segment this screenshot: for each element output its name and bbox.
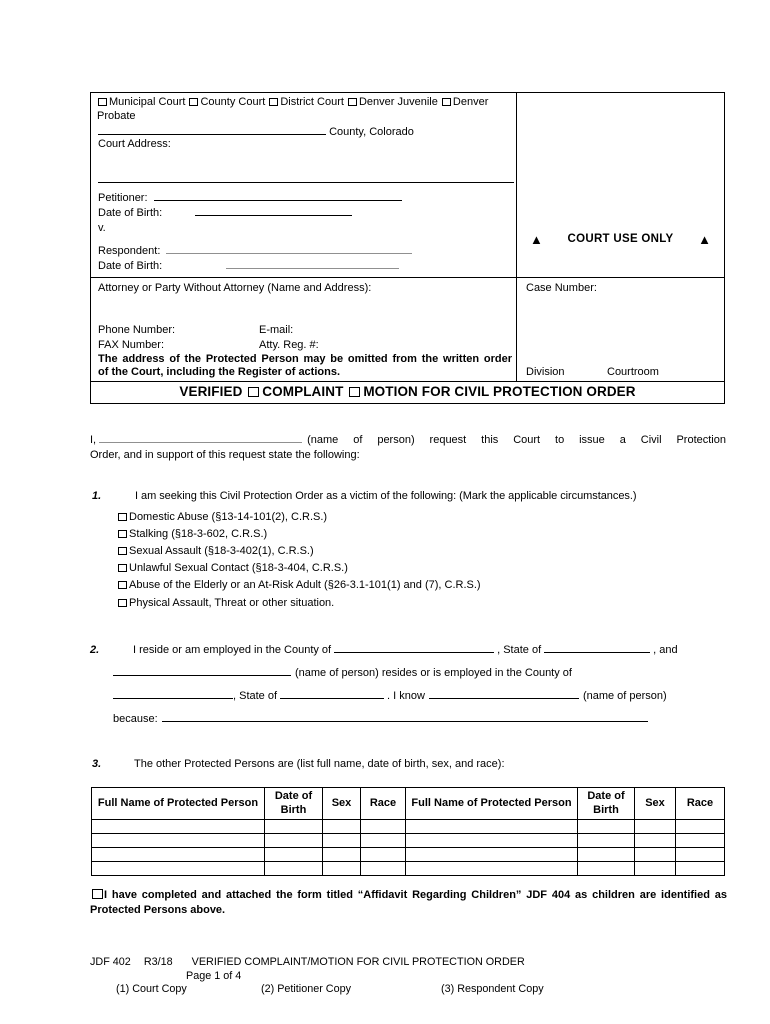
county-line-1[interactable] bbox=[334, 641, 494, 653]
atty-reg-label: Atty. Reg. #: bbox=[259, 339, 319, 351]
table-cell[interactable] bbox=[361, 834, 406, 848]
col-header-full-name-1: Full Name of Protected Person bbox=[92, 788, 265, 820]
table-cell[interactable] bbox=[578, 848, 635, 862]
table-cell[interactable] bbox=[406, 862, 578, 876]
versus-label: v. bbox=[98, 222, 106, 234]
footer-page-number: Page 1 of 4 bbox=[186, 969, 242, 982]
table-cell[interactable] bbox=[635, 820, 676, 834]
table-cell[interactable] bbox=[635, 848, 676, 862]
county-input-line[interactable] bbox=[98, 123, 326, 135]
footer-form-title: VERIFIED COMPLAINT/MOTION FOR CIVIL PROTECTION ORDER bbox=[191, 956, 525, 968]
intro-line1 bbox=[90, 431, 726, 448]
physical-assault-checkbox[interactable] bbox=[118, 599, 127, 607]
table-cell[interactable] bbox=[635, 834, 676, 848]
footer-court-copy: (1) Court Copy bbox=[116, 983, 187, 995]
district-court-checkbox[interactable] bbox=[269, 98, 278, 106]
footer-petitioner-copy: (2) Petitioner Copy bbox=[261, 983, 352, 995]
affidavit-text: I have completed and attached the form titled “Affidavit Regarding Children” JDF 404 as children are identified as Protected Persons above. bbox=[90, 889, 727, 916]
section-3-heading: The other Protected Persons are (list full name, date of birth, sex, and race): bbox=[134, 758, 505, 770]
section-2-text-1b: , State of bbox=[497, 644, 542, 656]
table-cell[interactable] bbox=[265, 862, 323, 876]
known-person-line[interactable] bbox=[429, 687, 579, 699]
table-cell[interactable] bbox=[676, 848, 725, 862]
courtroom-label: Courtroom bbox=[607, 366, 659, 378]
court-type-row bbox=[97, 96, 513, 123]
form-title-verified: VERIFIED bbox=[179, 384, 243, 399]
phone-label: Phone Number: bbox=[98, 324, 176, 336]
domestic-abuse-label: Domestic Abuse (§13-14-101(2), C.R.S.) bbox=[129, 510, 328, 523]
motion-checkbox[interactable] bbox=[349, 387, 360, 397]
table-cell[interactable] bbox=[92, 834, 265, 848]
state-line-2[interactable] bbox=[280, 687, 384, 699]
table-cell[interactable] bbox=[676, 820, 725, 834]
denver-probate-label: Denver Probate bbox=[97, 96, 489, 122]
page-footer bbox=[90, 956, 730, 997]
municipal-court-checkbox[interactable] bbox=[98, 98, 107, 106]
petitioner-dob-line[interactable] bbox=[195, 204, 352, 216]
table-cell[interactable] bbox=[265, 848, 323, 862]
section-2-text-1a: I reside or am employed in the County of bbox=[133, 644, 332, 656]
list-item bbox=[117, 543, 726, 560]
table-cell[interactable] bbox=[92, 820, 265, 834]
court-address-row bbox=[98, 138, 510, 152]
requestor-name-line[interactable] bbox=[99, 431, 302, 443]
denver-probate-checkbox[interactable] bbox=[442, 98, 451, 106]
court-use-row bbox=[517, 233, 724, 247]
abuse-of-elderly-label: Abuse of the Elderly or an At-Risk Adult (§26-3.1-101(1) and (7), C.R.S.) bbox=[129, 579, 481, 592]
form-title-row bbox=[91, 382, 724, 402]
footer-line1 bbox=[90, 956, 730, 970]
section-3 bbox=[90, 758, 726, 772]
section-2-text-3b: . I know bbox=[387, 690, 425, 702]
footer-respondent-copy: (3) Respondent Copy bbox=[441, 983, 544, 995]
respondent-label: Respondent: bbox=[98, 245, 161, 257]
caption-box bbox=[90, 92, 725, 404]
section-1-heading: I am seeking this Civil Protection Order as a victim of the following: (Mark the applicable circumstances.) bbox=[135, 490, 637, 502]
table-row bbox=[92, 848, 725, 862]
state-line-1[interactable] bbox=[544, 641, 650, 653]
because-line[interactable] bbox=[162, 710, 648, 722]
county-court-checkbox[interactable] bbox=[189, 98, 198, 106]
section-3-number: 3. bbox=[92, 758, 102, 770]
table-row bbox=[92, 834, 725, 848]
section-2-line3 bbox=[90, 685, 726, 708]
physical-assault-label: Physical Assault, Threat or other situation. bbox=[129, 596, 335, 609]
triangle-left-icon: ▲ bbox=[530, 232, 543, 247]
list-item bbox=[117, 560, 726, 577]
table-cell[interactable] bbox=[361, 820, 406, 834]
table-cell[interactable] bbox=[323, 820, 361, 834]
section-2-line2 bbox=[90, 662, 726, 685]
fax-label: FAX Number: bbox=[98, 339, 165, 351]
col-header-sex-2: Sex bbox=[635, 788, 676, 820]
section-2-text-3c: (name of person) bbox=[582, 690, 667, 702]
table-cell[interactable] bbox=[578, 834, 635, 848]
denver-juvenile-checkbox[interactable] bbox=[348, 98, 357, 106]
respondent-dob-line[interactable] bbox=[226, 257, 399, 269]
table-cell[interactable] bbox=[578, 820, 635, 834]
table-cell[interactable] bbox=[676, 862, 725, 876]
court-use-only-label: COURT USE ONLY bbox=[567, 233, 674, 246]
respondent-dob-row bbox=[98, 257, 510, 274]
attorney-cell bbox=[91, 278, 517, 382]
address-omitted-notice bbox=[98, 353, 512, 379]
county-court-label: County Court bbox=[200, 96, 266, 108]
list-item bbox=[117, 595, 726, 612]
address-omitted-notice-line2: of the Court, including the Register of actions. bbox=[98, 366, 341, 378]
division-courtroom-row bbox=[526, 366, 659, 380]
petitioner-dob-label: Date of Birth: bbox=[98, 207, 163, 219]
list-item bbox=[117, 526, 726, 543]
section-1 bbox=[90, 490, 726, 612]
col-header-full-name-2: Full Name of Protected Person bbox=[406, 788, 578, 820]
section-2-text-1c: , and bbox=[653, 644, 678, 656]
sexual-assault-label: Sexual Assault (§18-3-402(1), C.R.S.) bbox=[129, 544, 314, 557]
table-cell[interactable] bbox=[265, 820, 323, 834]
table-cell[interactable] bbox=[361, 848, 406, 862]
because-label: because: bbox=[113, 713, 158, 725]
table-cell[interactable] bbox=[406, 834, 578, 848]
table-cell[interactable] bbox=[323, 862, 361, 876]
table-cell[interactable] bbox=[265, 834, 323, 848]
footer-copies-row bbox=[90, 983, 730, 997]
intro-pre: I, bbox=[90, 434, 97, 446]
domestic-abuse-checkbox[interactable] bbox=[118, 513, 127, 521]
intro-line2: Order, and in support of this request state the following: bbox=[90, 449, 360, 461]
list-item bbox=[117, 577, 726, 594]
footer-form-id: JDF 402 bbox=[90, 956, 131, 968]
footer-revision: R3/18 bbox=[143, 956, 173, 968]
list-item bbox=[117, 509, 726, 526]
stalking-checkbox[interactable] bbox=[118, 530, 127, 538]
respondent-dob-label: Date of Birth: bbox=[98, 260, 163, 272]
address-omitted-notice-line1: The address of the Protected Person may be omitted from the written order bbox=[98, 353, 512, 365]
section-2-line1 bbox=[90, 639, 726, 662]
unlawful-sexual-contact-label: Unlawful Sexual Contact (§18-3-404, C.R.S.) bbox=[129, 562, 348, 575]
affidavit-attached-checkbox[interactable] bbox=[92, 889, 103, 899]
case-number-cell bbox=[517, 278, 724, 382]
complaint-checkbox[interactable] bbox=[248, 387, 259, 397]
table-cell[interactable] bbox=[635, 862, 676, 876]
section-1-items bbox=[90, 509, 726, 612]
section-2 bbox=[90, 639, 726, 731]
fax-attyreg-row bbox=[98, 339, 512, 353]
petitioner-label: Petitioner: bbox=[98, 192, 148, 204]
intro-paragraph bbox=[90, 431, 726, 463]
court-address-line[interactable] bbox=[98, 182, 514, 183]
table-cell[interactable] bbox=[323, 834, 361, 848]
stalking-label: Stalking (§18-3-602, C.R.S.) bbox=[129, 527, 268, 540]
phone-email-row bbox=[98, 324, 512, 338]
case-number-label: Case Number: bbox=[526, 282, 597, 294]
protected-persons-table bbox=[91, 787, 725, 876]
table-header-row bbox=[92, 788, 725, 820]
table-cell[interactable] bbox=[92, 862, 265, 876]
table-cell[interactable] bbox=[92, 848, 265, 862]
table-cell[interactable] bbox=[361, 862, 406, 876]
person-name-line-2[interactable] bbox=[113, 664, 291, 676]
form-title-motion: MOTION FOR CIVIL PROTECTION ORDER bbox=[363, 384, 636, 399]
table-cell[interactable] bbox=[406, 820, 578, 834]
petitioner-name-line[interactable] bbox=[154, 189, 402, 201]
table-cell[interactable] bbox=[676, 834, 725, 848]
unlawful-sexual-contact-checkbox[interactable] bbox=[118, 564, 127, 572]
col-header-dob-1: Date of Birth bbox=[265, 788, 323, 820]
division-label: Division bbox=[526, 366, 565, 378]
county-suffix-label: County, Colorado bbox=[329, 126, 414, 138]
respondent-name-line[interactable] bbox=[166, 242, 412, 254]
petitioner-dob-row bbox=[98, 204, 510, 221]
municipal-court-label: Municipal Court bbox=[109, 96, 186, 108]
attorney-label: Attorney or Party Without Attorney (Name and Address): bbox=[98, 282, 372, 294]
section-2-text-3a: , State of bbox=[233, 690, 278, 702]
table-row bbox=[92, 862, 725, 876]
district-court-label: District Court bbox=[280, 96, 344, 108]
table-cell[interactable] bbox=[406, 848, 578, 862]
table-row bbox=[92, 820, 725, 834]
section-2-line4 bbox=[90, 708, 726, 731]
form-title-complaint: COMPLAINT bbox=[262, 384, 344, 399]
email-label: E-mail: bbox=[259, 324, 294, 336]
county-line-2[interactable] bbox=[113, 687, 233, 699]
sexual-assault-checkbox[interactable] bbox=[118, 547, 127, 555]
section-1-heading-row bbox=[90, 490, 726, 504]
versus-row bbox=[98, 222, 510, 236]
caption-left-cell bbox=[91, 93, 517, 278]
denver-juvenile-label: Denver Juvenile bbox=[358, 96, 438, 108]
section-1-number: 1. bbox=[92, 490, 102, 502]
court-use-cell bbox=[517, 93, 724, 278]
table-cell[interactable] bbox=[323, 848, 361, 862]
intro-post: (name of person) request this Court to issue a Civil Protection bbox=[307, 434, 726, 446]
col-header-race-2: Race bbox=[676, 788, 725, 820]
section-2-text-2a: (name of person) resides or is employed in the County of bbox=[295, 667, 572, 679]
col-header-race-1: Race bbox=[361, 788, 406, 820]
abuse-of-elderly-checkbox[interactable] bbox=[118, 581, 127, 589]
court-address-label: Court Address: bbox=[98, 138, 171, 150]
affidavit-paragraph bbox=[90, 888, 727, 918]
table-cell[interactable] bbox=[578, 862, 635, 876]
section-2-number: 2. bbox=[90, 644, 100, 656]
col-header-sex-1: Sex bbox=[323, 788, 361, 820]
col-header-dob-2: Date of Birth bbox=[578, 788, 635, 820]
triangle-right-icon: ▲ bbox=[698, 232, 711, 247]
